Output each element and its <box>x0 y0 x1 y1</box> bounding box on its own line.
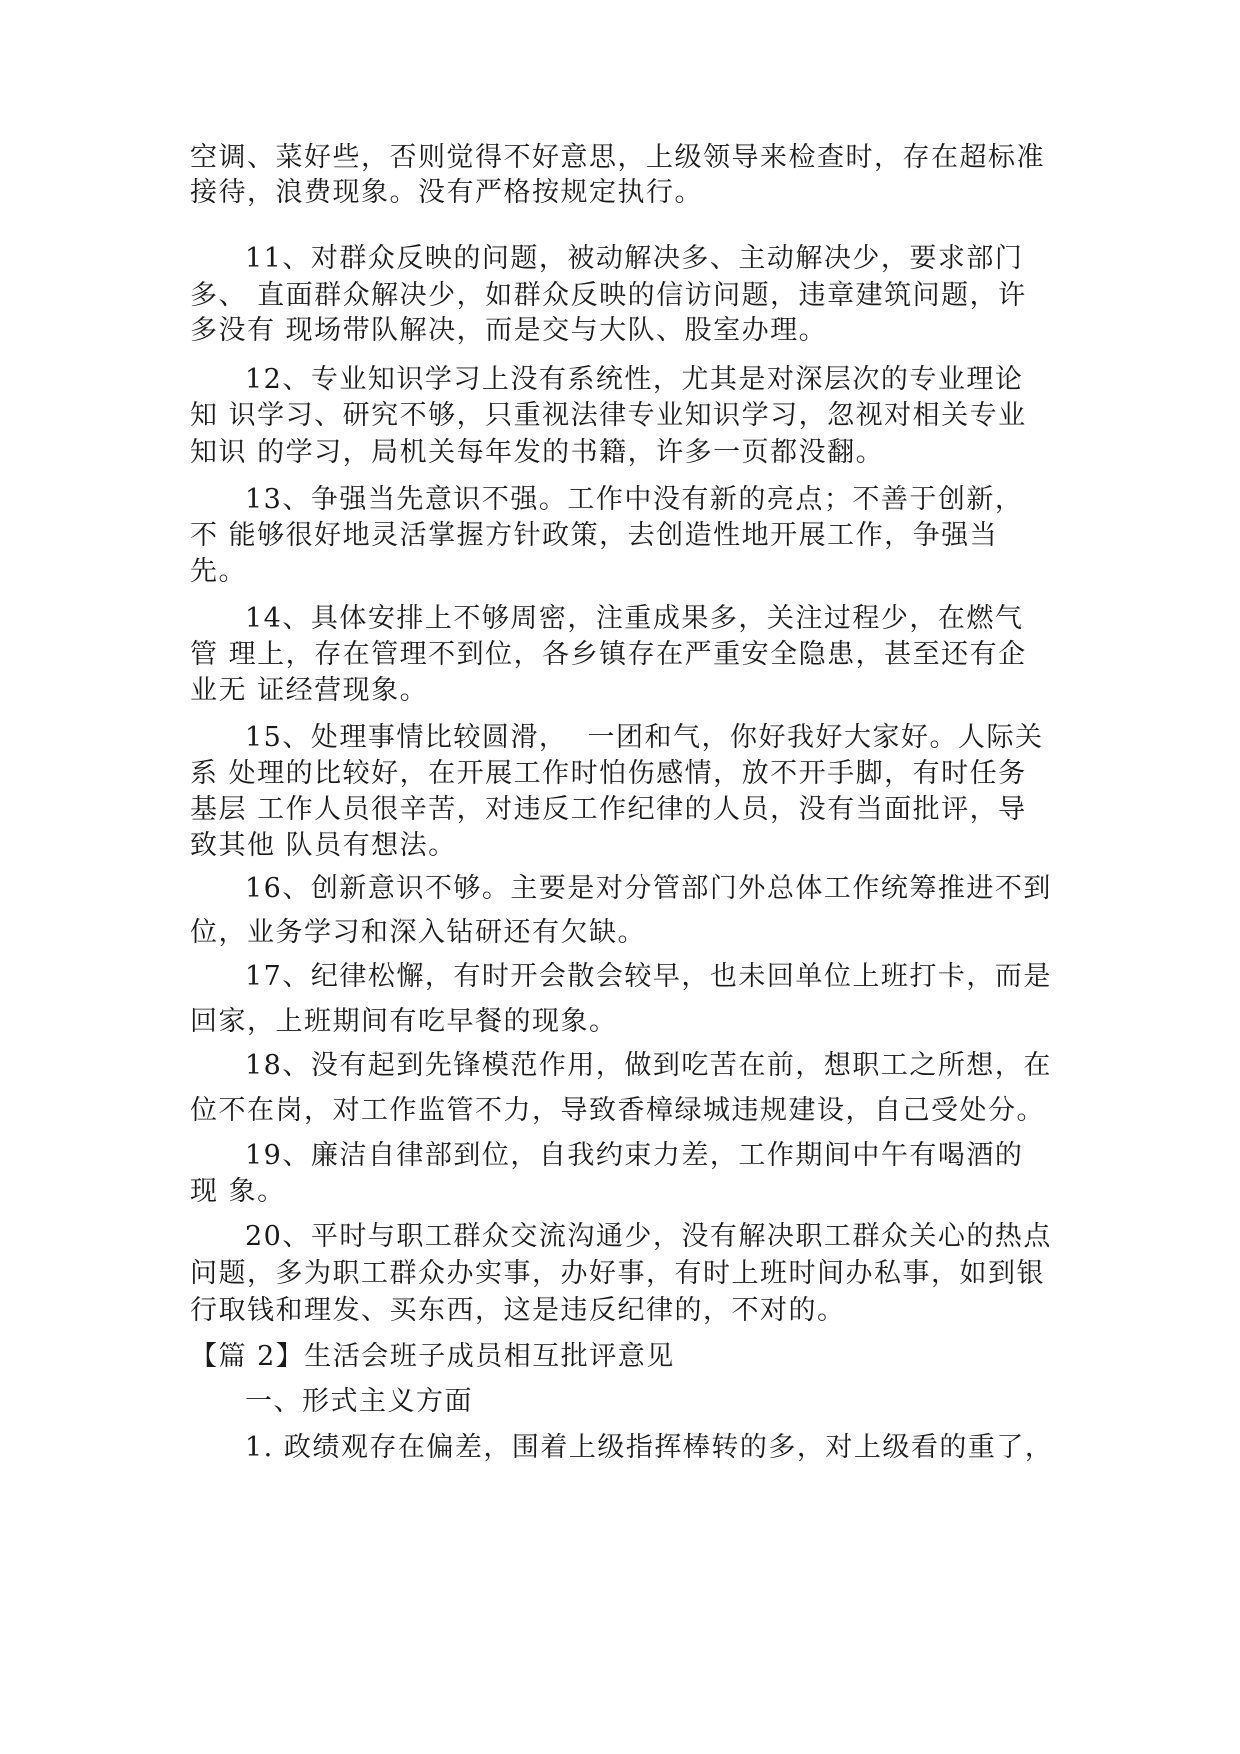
text-line: 基层 工作人员很辛苦，对违反工作纪律的人员，没有当面批评，导 <box>190 794 1027 825</box>
paragraph-19-line: 19、廉洁自律部到位，自我约束力差，工作期间中午有喝酒的 <box>245 1140 1024 1171</box>
text-line: 业无 证经营现象。 <box>190 675 429 706</box>
text-line: 行取钱和理发、买东西，这是违反纪律的，不对的。 <box>190 1295 846 1326</box>
paragraph-17-line: 17、纪律松懈，有时开会散会较早，也未回单位上班打卡，而是 <box>245 961 1052 992</box>
paragraph-20-line: 20、平时与职工群众交流沟通少，没有解决职工群众关心的热点 <box>245 1221 1052 1252</box>
section-heading: 【篇 2】生活会班子成员相互批评意见 <box>190 1341 675 1372</box>
item-1-line: 1. 政绩观存在偏差，围着上级指挥棒转的多，对上级看的重了， <box>245 1432 1054 1463</box>
paragraph-12-line: 12、专业知识学习上没有系统性，尤其是对深层次的专业理论 <box>245 364 1024 395</box>
text-line: 系 处理的比较好，在开展工作时怕伤感情，放不开手脚，有时任务 <box>190 758 1027 789</box>
text-line: 现 象。 <box>190 1176 286 1207</box>
text-line: 问题，多为职工群众办实事，办好事，有时上班时间办私事，如到银 <box>190 1258 1045 1289</box>
text-line: 接待，浪费现象。没有严格按规定执行。 <box>190 177 703 208</box>
subsection-heading: 一、形式主义方面 <box>245 1386 473 1417</box>
text-line: 不 能够很好地灵活掌握方针政策，去创造性地开展工作，争强当 <box>190 520 999 551</box>
paragraph-13-line: 13、争强当先意识不强。工作中没有新的亮点；不善于创新， <box>245 484 1024 515</box>
text-line: 管 理上，存在管理不到位，各乡镇存在严重安全隐患，甚至还有企 <box>190 639 1027 670</box>
text-line: 位不在岗，对工作监管不力，导致香樟绿城违规建设，自己受处分。 <box>190 1095 1045 1126</box>
text-line: 空调、菜好些，否则觉得不好意思，上级领导来检查时，存在超标准 <box>190 142 1045 173</box>
paragraph-11-line: 11、对群众反映的问题，被动解决多、主动解决少，要求部门 <box>245 243 1024 274</box>
text-line: 致其他 队员有想法。 <box>190 830 457 861</box>
text-line: 回家，上班期间有吃早餐的现象。 <box>190 1006 618 1037</box>
text-line: 多、 直面群众解决少，如群众反映的信访问题，违章建筑问题，许 <box>190 280 1027 311</box>
text-line: 位，业务学习和深入钻研还有欠缺。 <box>190 917 646 948</box>
text-line: 知 识学习、研究不够，只重视法律专业知识学习，忽视对相关专业 <box>190 400 1027 431</box>
paragraph-15-line: 15、处理事情比较圆滑， 一团和气，你好我好大家好。人际关 <box>245 722 1044 753</box>
paragraph-16-line: 16、创新意识不够。主要是对分管部门外总体工作统筹推进不到 <box>245 873 1052 904</box>
text-line: 多没有 现场带队解决，而是交与大队、股室办理。 <box>190 315 828 346</box>
paragraph-18-line: 18、没有起到先锋模范作用，做到吃苦在前，想职工之所想，在 <box>245 1050 1052 1081</box>
paragraph-14-line: 14、具体安排上不够周密，注重成果多，关注过程少，在燃气 <box>245 603 1024 634</box>
text-line: 知识 的学习，局机关每年发的书籍，许多一页都没翻。 <box>190 437 885 468</box>
text-line: 先。 <box>190 556 247 587</box>
